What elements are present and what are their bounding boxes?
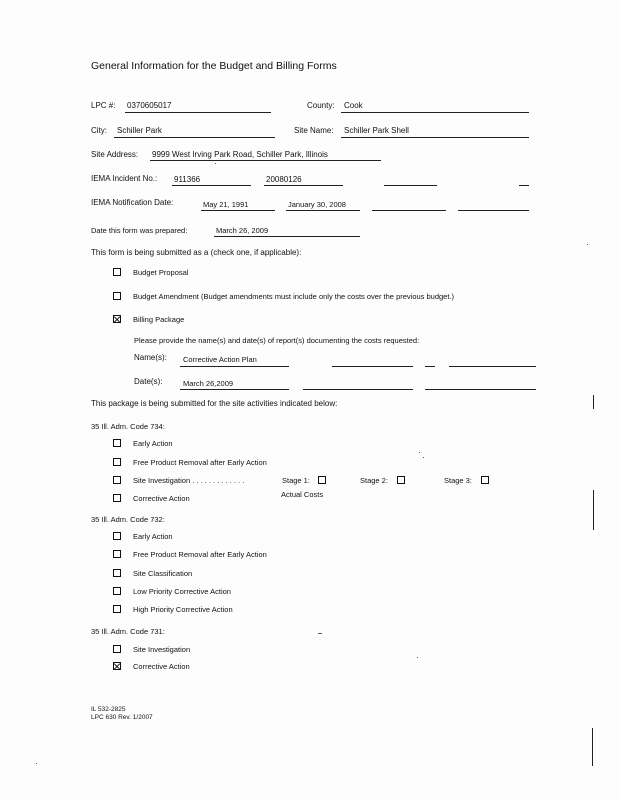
732-high-priority-label: High Priority Corrective Action — [133, 605, 233, 614]
date-prepared-underline — [214, 236, 360, 237]
city-underline — [114, 137, 275, 138]
actual-costs-label: Actual Costs — [281, 490, 324, 499]
iema-date-underline-1 — [201, 210, 275, 211]
stage-2-checkbox[interactable] — [397, 476, 405, 484]
scan-speck — [587, 244, 588, 245]
date-prepared-label: Date this form was prepared: — [91, 226, 188, 235]
report-date-underline-2 — [303, 389, 413, 390]
scan-speck — [36, 763, 37, 764]
stage-1-label: Stage 1: — [282, 476, 310, 485]
scan-speck — [215, 163, 216, 164]
city-field[interactable]: Schiller Park — [117, 126, 162, 135]
code-732-heading: 35 Ill. Adm. Code 732: — [91, 515, 165, 524]
scan-speck — [423, 457, 424, 458]
lpc-label: LPC #: — [91, 101, 116, 110]
form-id: IL 532-2825 — [91, 706, 126, 713]
budget-proposal-label: Budget Proposal — [133, 268, 189, 277]
report-date-field[interactable]: March 26,2009 — [183, 379, 234, 388]
county-label: County: — [307, 101, 335, 110]
form-title: General Information for the Budget and Billing Forms — [91, 60, 337, 72]
iema-date-underline-2 — [286, 210, 360, 211]
scan-speck — [419, 452, 420, 453]
732-free-product-label: Free Product Removal after Early Action — [133, 550, 267, 559]
731-corrective-action-label: Corrective Action — [133, 662, 190, 671]
iema-date-underline-3 — [372, 210, 446, 211]
734-early-action-checkbox[interactable] — [113, 439, 121, 447]
site-address-label: Site Address: — [91, 150, 139, 159]
scan-mark — [592, 728, 593, 766]
report-name-underline-3 — [425, 366, 435, 367]
iema-incident-underline-3 — [384, 185, 437, 186]
code-731-heading: 35 Ill. Adm. Code 731: — [91, 627, 165, 636]
scan-mark — [593, 490, 594, 530]
iema-incident-label: IEMA Incident No.: — [91, 174, 158, 183]
734-free-product-checkbox[interactable] — [113, 458, 121, 466]
734-free-product-label: Free Product Removal after Early Action — [133, 458, 267, 467]
stage-3-checkbox[interactable] — [481, 476, 489, 484]
site-name-label: Site Name: — [294, 126, 334, 135]
731-site-investigation-label: Site Investigation — [133, 645, 191, 654]
iema-date-label: IEMA Notification Date: — [91, 198, 174, 207]
budget-amendment-checkbox[interactable] — [113, 292, 121, 300]
732-site-classification-label: Site Classification — [133, 569, 193, 578]
iema-incident-underline-1 — [172, 185, 251, 186]
iema-incident-underline-4 — [519, 185, 529, 186]
report-name-underline-1 — [180, 366, 289, 367]
reports-instruction: Please provide the name(s) and date(s) of report(s) documenting the costs requested: — [134, 336, 420, 345]
734-corrective-action-label: Corrective Action — [133, 494, 190, 503]
732-site-classification-checkbox[interactable] — [113, 569, 121, 577]
732-early-action-label: Early Action — [133, 532, 173, 541]
county-underline — [341, 112, 529, 113]
stage-3-label: Stage 3: — [444, 476, 472, 485]
site-address-underline — [150, 160, 381, 161]
report-date-underline-1 — [180, 389, 289, 390]
iema-date-field-2[interactable]: January 30, 2008 — [288, 200, 346, 209]
billing-package-label: Billing Package — [133, 315, 185, 324]
code-734-heading: 35 Ill. Adm. Code 734: — [91, 422, 165, 431]
site-name-field[interactable]: Schiller Park Shell — [344, 126, 409, 135]
731-site-investigation-checkbox[interactable] — [113, 645, 121, 653]
stage-1-checkbox[interactable] — [318, 476, 326, 484]
734-corrective-action-checkbox[interactable] — [113, 494, 121, 502]
732-free-product-checkbox[interactable] — [113, 550, 121, 558]
activities-heading: This package is being submitted for the site activities indicated below: — [91, 399, 338, 408]
site-name-underline — [341, 137, 529, 138]
iema-date-field-1[interactable]: May 21, 1991 — [203, 200, 249, 209]
iema-incident-field-2[interactable]: 20080126 — [266, 175, 302, 184]
732-early-action-checkbox[interactable] — [113, 532, 121, 540]
iema-incident-field-1[interactable]: 911366 — [174, 175, 201, 184]
county-field[interactable]: Cook — [344, 101, 363, 110]
scan-speck — [318, 633, 322, 634]
report-names-label: Name(s): — [134, 353, 167, 362]
form-revision: LPC 630 Rev. 1/2007 — [91, 714, 153, 721]
732-high-priority-checkbox[interactable] — [113, 605, 121, 613]
report-name-field[interactable]: Corrective Action Plan — [183, 355, 257, 364]
scan-speck — [417, 657, 418, 658]
lpc-field[interactable]: 0370605017 — [127, 101, 172, 110]
report-dates-label: Date(s): — [134, 377, 163, 386]
734-early-action-label: Early Action — [133, 439, 173, 448]
date-prepared-field[interactable]: March 26, 2009 — [216, 226, 269, 235]
734-site-investigation-checkbox[interactable] — [113, 476, 121, 484]
budget-proposal-checkbox[interactable] — [113, 268, 121, 276]
report-name-underline-4 — [449, 366, 536, 367]
scan-mark — [593, 395, 594, 409]
732-low-priority-checkbox[interactable] — [113, 587, 121, 595]
iema-date-underline-4 — [458, 210, 529, 211]
731-corrective-action-checkbox[interactable] — [113, 662, 121, 670]
submission-heading: This form is being submitted as a (check one, if applicable): — [91, 248, 302, 257]
budget-amendment-label: Budget Amendment (Budget amendments must include only the costs over the previous budget.) — [133, 292, 455, 301]
iema-incident-underline-2 — [264, 185, 343, 186]
site-address-field[interactable]: 9999 West Irving Park Road, Schiller Park, Illinois — [152, 150, 328, 159]
billing-package-checkbox[interactable] — [113, 315, 121, 323]
stage-2-label: Stage 2: — [360, 476, 388, 485]
732-low-priority-label: Low Priority Corrective Action — [133, 587, 231, 596]
report-date-underline-3 — [425, 389, 536, 390]
city-label: City: — [91, 126, 107, 135]
lpc-underline — [125, 112, 271, 113]
734-site-investigation-label: Site Investigation . . . . . . . . . . . . . — [133, 476, 245, 485]
report-name-underline-2 — [332, 366, 413, 367]
